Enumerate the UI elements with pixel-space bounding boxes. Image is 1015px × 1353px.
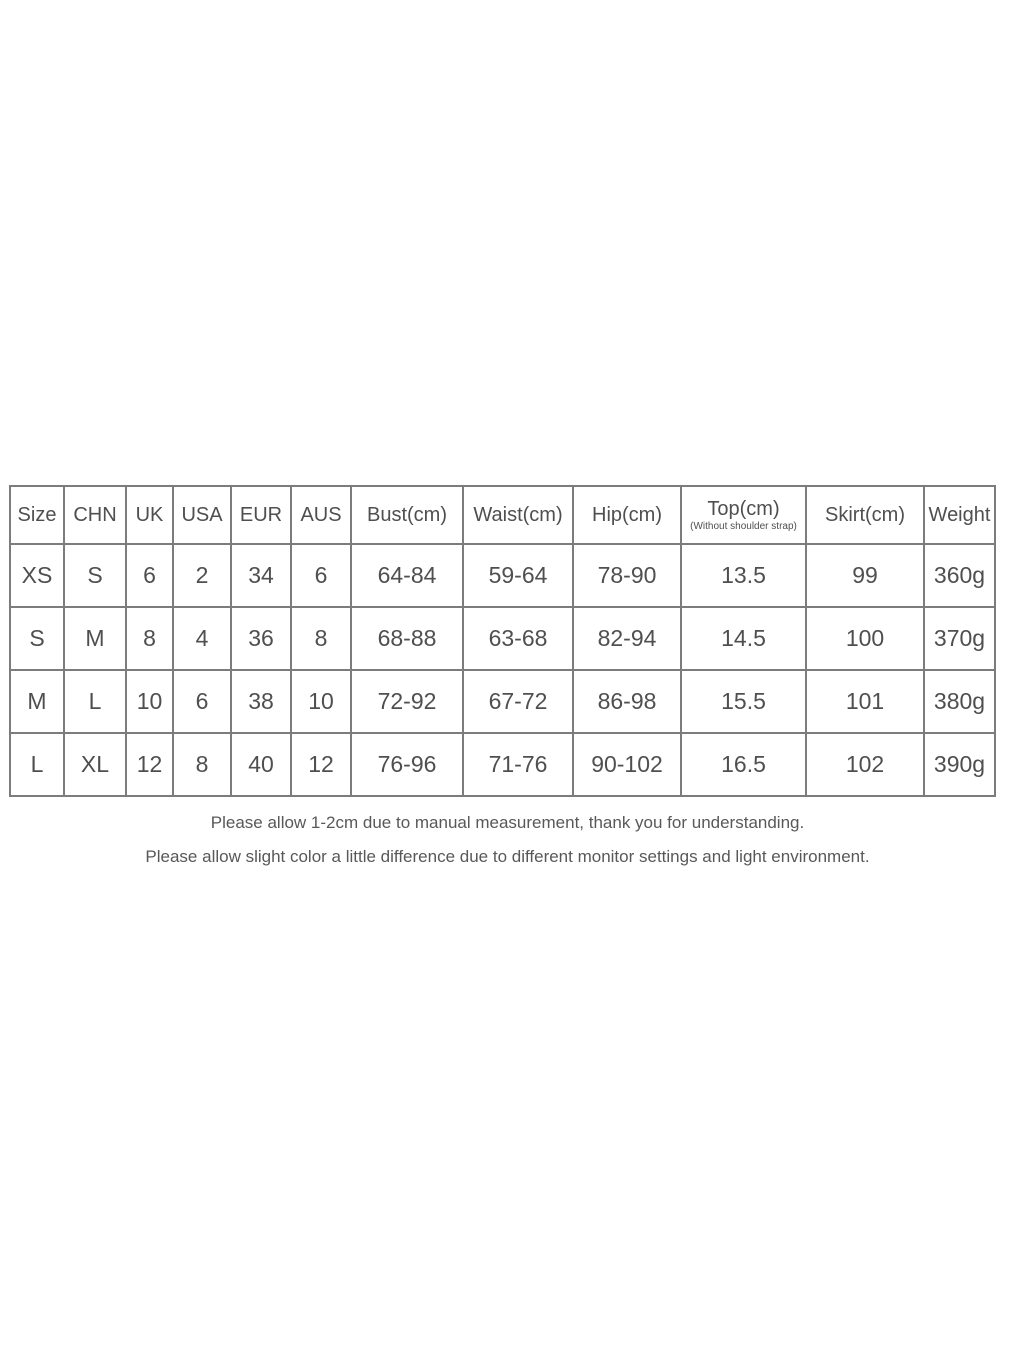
cell-waist: 63-68 <box>463 607 573 670</box>
cell-uk: 12 <box>126 733 173 796</box>
column-header-skirt <box>806 486 924 544</box>
column-label: Bust(cm) <box>367 504 447 526</box>
column-label: Size <box>17 504 57 526</box>
cell-waist: 67-72 <box>463 670 573 733</box>
cell-chn: M <box>64 607 126 670</box>
cell-aus: 8 <box>291 607 351 670</box>
table-row-size-xs <box>10 544 995 607</box>
cell-chn: XL <box>64 733 126 796</box>
cell-aus: 12 <box>291 733 351 796</box>
cell-chn: S <box>64 544 126 607</box>
column-header-bust <box>351 486 463 544</box>
notes-section <box>0 810 1015 870</box>
column-label: Hip(cm) <box>592 504 662 526</box>
cell-usa: 2 <box>173 544 231 607</box>
column-header-aus <box>291 486 351 544</box>
cell-skirt: 99 <box>806 544 924 607</box>
column-label: Waist(cm) <box>473 504 563 526</box>
cell-size: S <box>10 607 64 670</box>
cell-eur: 36 <box>231 607 291 670</box>
column-header-size <box>10 486 64 544</box>
cell-usa: 4 <box>173 607 231 670</box>
column-header-uk <box>126 486 173 544</box>
cell-skirt: 102 <box>806 733 924 796</box>
cell-size: M <box>10 670 64 733</box>
cell-hip: 90-102 <box>573 733 681 796</box>
cell-bust: 68-88 <box>351 607 463 670</box>
cell-waist: 71-76 <box>463 733 573 796</box>
cell-top: 13.5 <box>681 544 806 607</box>
header-row <box>10 486 995 544</box>
column-sublabel: (Without shoulder strap) <box>690 521 797 532</box>
column-label: CHN <box>73 504 117 526</box>
cell-eur: 34 <box>231 544 291 607</box>
column-label: AUS <box>300 504 342 526</box>
column-header-hip <box>573 486 681 544</box>
column-header-waist <box>463 486 573 544</box>
cell-waist: 59-64 <box>463 544 573 607</box>
column-label: Top(cm) <box>707 498 780 520</box>
table-row-size-m <box>10 670 995 733</box>
cell-weight: 380g <box>924 670 995 733</box>
cell-top: 15.5 <box>681 670 806 733</box>
cell-uk: 10 <box>126 670 173 733</box>
cell-chn: L <box>64 670 126 733</box>
column-header-eur <box>231 486 291 544</box>
table-row-size-l <box>10 733 995 796</box>
note-measurement: Please allow 1-2cm due to manual measurement, thank you for understanding. <box>210 813 805 832</box>
cell-uk: 8 <box>126 607 173 670</box>
note-color-difference: Please allow slight color a little difference due to different monitor settings and light environment. <box>145 847 870 866</box>
column-label: USA <box>181 504 223 526</box>
size-chart-table <box>9 485 996 797</box>
column-label: EUR <box>239 504 283 526</box>
cell-bust: 72-92 <box>351 670 463 733</box>
column-label: UK <box>135 504 164 526</box>
cell-weight: 370g <box>924 607 995 670</box>
cell-top: 14.5 <box>681 607 806 670</box>
table-row-size-s <box>10 607 995 670</box>
column-label: Weight <box>928 504 991 526</box>
column-header-top <box>681 486 806 544</box>
cell-skirt: 100 <box>806 607 924 670</box>
column-header-weight <box>924 486 995 544</box>
cell-eur: 40 <box>231 733 291 796</box>
cell-uk: 6 <box>126 544 173 607</box>
cell-weight: 390g <box>924 733 995 796</box>
cell-top: 16.5 <box>681 733 806 796</box>
cell-bust: 76-96 <box>351 733 463 796</box>
cell-hip: 82-94 <box>573 607 681 670</box>
cell-size: L <box>10 733 64 796</box>
cell-aus: 10 <box>291 670 351 733</box>
cell-eur: 38 <box>231 670 291 733</box>
cell-usa: 6 <box>173 670 231 733</box>
cell-size: XS <box>10 544 64 607</box>
cell-aus: 6 <box>291 544 351 607</box>
column-header-usa <box>173 486 231 544</box>
column-header-chn <box>64 486 126 544</box>
cell-bust: 64-84 <box>351 544 463 607</box>
cell-usa: 8 <box>173 733 231 796</box>
cell-hip: 86-98 <box>573 670 681 733</box>
cell-hip: 78-90 <box>573 544 681 607</box>
cell-weight: 360g <box>924 544 995 607</box>
column-label: Skirt(cm) <box>825 504 905 526</box>
cell-skirt: 101 <box>806 670 924 733</box>
